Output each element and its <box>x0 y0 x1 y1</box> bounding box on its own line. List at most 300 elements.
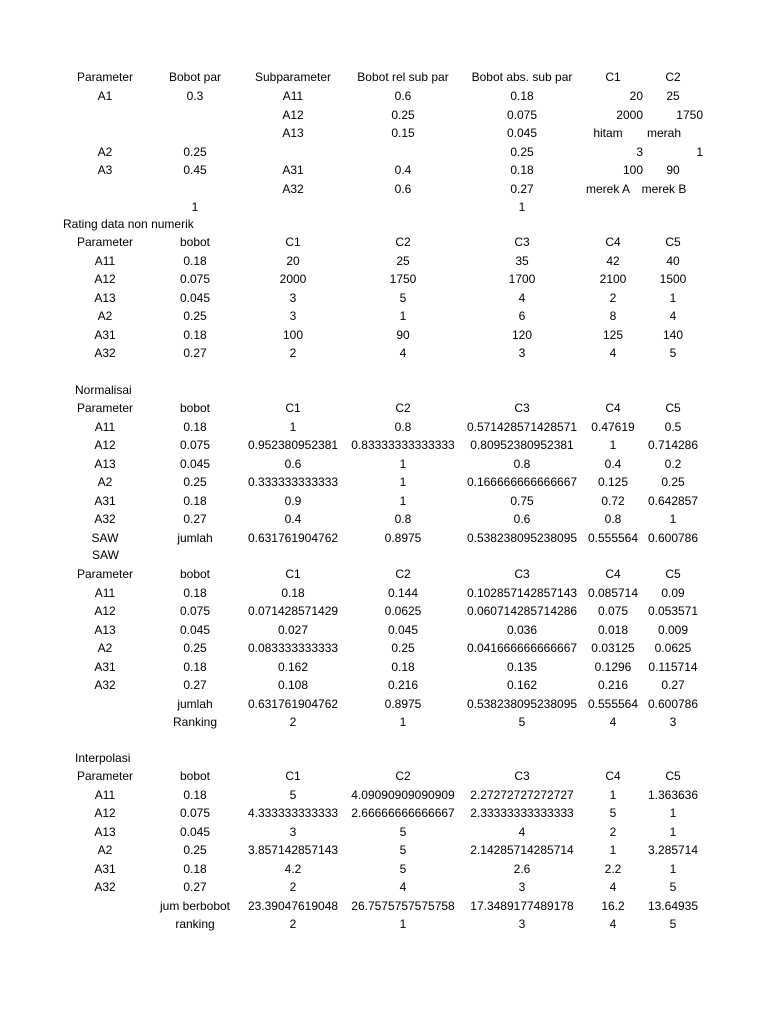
saw-cell: 0.060714285714286 <box>466 604 578 618</box>
saw-cell: 0.27 <box>661 678 685 692</box>
saw-cell: 0.045 <box>387 622 419 637</box>
rating-cell: 35 <box>515 253 529 268</box>
normalisasi-cell: A12 <box>94 438 116 452</box>
interpolasi-row <box>0 804 768 822</box>
saw-row <box>0 602 768 620</box>
total-bobot-par: 1 <box>191 200 199 214</box>
saw-cell: Ranking <box>172 715 218 729</box>
rating-cell: 4 <box>518 290 526 305</box>
normalisasi-cell: 1 <box>399 475 407 489</box>
saw-row <box>0 584 768 602</box>
rating-cell: 1 <box>669 290 677 305</box>
normalisasi-cell: 1 <box>289 419 297 434</box>
normalisasi-cell: 0.166666666666667 <box>466 475 578 489</box>
interpolasi-cell: 1 <box>669 824 677 839</box>
saw-cell: 0.009 <box>657 622 689 637</box>
params-cell: A13 <box>282 126 304 140</box>
interpolasi-cell: 2.14285714285714 <box>470 843 574 857</box>
normalisasi-row <box>0 455 768 473</box>
rating-cell: 0.045 <box>179 290 211 305</box>
saw-cell: 0.18 <box>281 585 305 600</box>
rating-title-row <box>0 215 768 233</box>
normalisasi-cell: 0.045 <box>179 456 211 471</box>
rating-cell: 25 <box>396 253 410 268</box>
rating-cell: 2 <box>289 346 297 360</box>
params-cell: 0.45 <box>183 163 207 177</box>
normalisasi-cell: 0.83333333333333 <box>351 438 455 452</box>
rating-cell: 0.18 <box>183 327 207 342</box>
saw-cell: A32 <box>94 678 116 692</box>
rating-row <box>0 289 768 307</box>
header-cell: C1 <box>285 235 301 249</box>
normalisasi-cell: 0.4 <box>604 456 622 471</box>
rating-cell: 90 <box>396 327 410 342</box>
header-cell: bobot <box>179 401 211 415</box>
normalisasi-cell: 1 <box>669 512 677 526</box>
saw-cell: 0.18 <box>391 659 415 674</box>
saw-cell: 0.631761904762 <box>247 696 339 711</box>
rating-cell: 20 <box>286 253 300 268</box>
rating-cell: 0.075 <box>179 272 211 286</box>
interpolasi-cell: 1.363636 <box>647 787 699 802</box>
rating-cell: 42 <box>606 253 620 268</box>
normalisasi-cell: 0.125 <box>597 475 629 489</box>
interpolasi-cell: 5 <box>399 861 407 876</box>
params-cell-c1: hitam <box>593 126 623 140</box>
header-cell: C5 <box>665 567 681 581</box>
interpolasi-cell: 1 <box>669 806 677 820</box>
saw-header-row <box>0 565 768 583</box>
rating-row <box>0 270 768 288</box>
interpolasi-cell: 1 <box>399 917 407 931</box>
params-cell-c1: merek A <box>585 181 631 196</box>
params-cell: 0.4 <box>394 163 412 177</box>
rating-cell: 2 <box>609 290 617 305</box>
saw-cell: A2 <box>97 641 113 655</box>
interpolasi-cell: 17.3489177489178 <box>470 898 574 913</box>
normalisasi-cell: 0.714286 <box>647 438 699 452</box>
header-cell: Parameter <box>76 70 134 84</box>
interpolasi-cell: A31 <box>94 861 116 876</box>
saw-cell: 0.135 <box>506 659 538 674</box>
interpolasi-row <box>0 841 768 859</box>
header-cell: Parameter <box>76 235 134 249</box>
rating-cell: A13 <box>94 290 116 305</box>
interpolasi-cell: 4 <box>399 880 407 894</box>
normalisasi-row <box>0 492 768 510</box>
params-row <box>0 161 768 179</box>
saw-cell: 0.144 <box>387 585 419 600</box>
rating-cell: 4 <box>669 309 677 323</box>
header-cell: C5 <box>665 769 681 783</box>
header-cell: C1 <box>605 70 621 84</box>
normalisasi-cell: 0.8 <box>394 419 412 434</box>
saw-cell: 0.09 <box>661 585 685 600</box>
interpolasi-cell: 0.075 <box>179 806 211 820</box>
rating-cell: 1500 <box>659 272 687 286</box>
saw-cell: 0.075 <box>179 604 211 618</box>
params-cell-c2: 1 <box>696 144 703 159</box>
normalisasi-cell: 0.47619 <box>591 419 635 434</box>
interpolasi-cell: A32 <box>94 880 116 894</box>
rating-cell: 140 <box>662 327 684 342</box>
saw-cell: 0.1296 <box>594 659 632 674</box>
header-cell: C2 <box>395 769 411 783</box>
total-abs: 1 <box>518 200 526 214</box>
params-cell-c2: merah <box>646 126 682 140</box>
normalisasi-cell: 0.9 <box>284 493 302 508</box>
rating-cell: 125 <box>602 327 624 342</box>
params-cell: 0.18 <box>510 163 534 177</box>
rating-cell: 2100 <box>599 272 627 286</box>
rating-row <box>0 344 768 362</box>
saw-row <box>0 676 768 694</box>
rating-cell: A11 <box>94 253 116 268</box>
params-row <box>0 143 768 161</box>
params-cell-c1: 2000 <box>616 107 643 122</box>
header-cell: C4 <box>605 769 621 783</box>
interpolasi-cell: ranking <box>175 917 215 931</box>
saw-cell: A11 <box>94 585 116 600</box>
params-cell-c1: 20 <box>629 89 643 103</box>
interpolasi-cell: A11 <box>94 787 116 802</box>
interpolasi-cell: 1 <box>609 787 617 802</box>
header-cell: Subparameter <box>254 70 332 84</box>
saw-row <box>0 658 768 676</box>
normalisasi-cell: 1 <box>399 493 407 508</box>
rating-cell: A12 <box>94 272 116 286</box>
params-cell-c1: 100 <box>622 163 643 177</box>
saw-cell: 0.03125 <box>591 641 635 655</box>
params-cell-c2: 1750 <box>676 107 703 122</box>
header-cell: bobot <box>179 567 211 581</box>
saw-cell: 0.8975 <box>384 696 422 711</box>
rating-cell: A32 <box>94 346 116 360</box>
saw-cell: 0.25 <box>391 641 415 655</box>
interpolasi-cell: 5 <box>609 806 617 820</box>
normalisasi-cell: 0.555564 <box>587 530 639 545</box>
header-cell: C2 <box>395 567 411 581</box>
rating-cell: 3 <box>289 309 297 323</box>
normalisasi-cell: 0.72 <box>601 493 625 508</box>
params-cell: A3 <box>97 163 113 177</box>
header-cell: Parameter <box>76 769 134 783</box>
rating-cell: 0.27 <box>183 346 207 360</box>
normalisasi-cell: 0.571428571428571 <box>466 419 578 434</box>
interpolasi-cell: 4.09090909090909 <box>351 787 455 802</box>
params-cell: A32 <box>282 181 304 196</box>
saw-cell: 0.045 <box>179 622 211 637</box>
rating-cell: 1750 <box>389 272 417 286</box>
rating-cell: 2000 <box>279 272 307 286</box>
interpolasi-row <box>0 897 768 915</box>
saw-cell: 0.27 <box>183 678 207 692</box>
params-cell: 0.27 <box>510 181 534 196</box>
interpolasi-cell: 2 <box>609 824 617 839</box>
interpolasi-cell: 1 <box>669 861 677 876</box>
interpolasi-cell: A12 <box>94 806 116 820</box>
header-cell: bobot <box>179 769 211 783</box>
normalisasi-cell: 0.631761904762 <box>247 530 339 545</box>
params-cell: 0.15 <box>391 126 415 140</box>
saw-cell: 0.115714 <box>648 659 698 674</box>
interpolasi-cell: 5 <box>289 787 297 802</box>
interpolasi-row <box>0 878 768 896</box>
interpolasi-cell: 5 <box>399 843 407 857</box>
params-cell: A12 <box>282 107 304 122</box>
interpolasi-cell: jum berbobot <box>159 898 231 913</box>
params-row <box>0 180 768 198</box>
interpolasi-cell: A13 <box>94 824 116 839</box>
normalisasi-cell: 0.18 <box>183 419 207 434</box>
normalisasi-cell: 0.2 <box>664 456 682 471</box>
normalisasi-cell: 1 <box>609 438 617 452</box>
header-cell: Bobot abs. sub par <box>471 70 573 84</box>
rating-cell: 5 <box>669 346 677 360</box>
normalisasi-cell: 0.6 <box>513 512 531 526</box>
rating-cell: 3 <box>518 346 526 360</box>
saw-cell: 0.18 <box>183 585 207 600</box>
rating-cell: 5 <box>399 290 407 305</box>
interpolasi-cell: 26.7575757575758 <box>351 898 455 913</box>
header-cell: C3 <box>514 567 530 581</box>
interpolasi-title-row <box>0 749 768 767</box>
params-row <box>0 106 768 124</box>
normalisasi-cell: 0.27 <box>183 512 207 526</box>
normalisasi-cell: 0.538238095238095 <box>466 530 578 545</box>
normalisasi-cell: A11 <box>94 419 116 434</box>
rating-cell: 4 <box>609 346 617 360</box>
header-cell: C5 <box>665 401 681 415</box>
saw-cell: A12 <box>94 604 116 618</box>
saw-cell: 0.071428571429 <box>247 604 339 618</box>
saw-cell: 0.075 <box>597 604 629 618</box>
params-cell-c2: merek B <box>641 181 687 196</box>
interpolasi-cell: 0.18 <box>183 787 207 802</box>
interpolasi-cell: 5 <box>669 917 677 931</box>
interpolasi-row <box>0 786 768 804</box>
saw-row <box>0 713 768 731</box>
header-cell: C1 <box>285 769 301 783</box>
normalisasi-cell: 0.8 <box>394 512 412 526</box>
rating-cell: 100 <box>282 327 304 342</box>
saw-row <box>0 621 768 639</box>
rating-cell: 3 <box>289 290 297 305</box>
saw-cell: 0.25 <box>183 641 207 655</box>
normalisasi-cell: 1 <box>399 456 407 471</box>
interpolasi-title: Interpolasi <box>75 751 131 765</box>
saw-title: SAW <box>92 548 119 562</box>
saw-cell: 0.018 <box>597 622 629 637</box>
interpolasi-row <box>0 915 768 933</box>
normalisasi-cell: 0.80952380952381 <box>470 438 574 452</box>
rating-cell: 1700 <box>508 272 536 286</box>
saw-cell: 0.108 <box>277 678 309 692</box>
normalisasi-cell: 0.6 <box>284 456 302 471</box>
saw-cell: 0.538238095238095 <box>466 696 578 711</box>
header-cell: Bobot par <box>168 70 222 84</box>
params-cell-c1: 3 <box>636 144 643 159</box>
rating-cell: 40 <box>666 253 680 268</box>
saw-cell: 0.216 <box>387 678 419 692</box>
normalisasi-row <box>0 529 768 547</box>
params-cell: 0.25 <box>183 144 207 159</box>
saw-cell: 0.083333333333 <box>247 641 339 655</box>
interpolasi-cell: 3.285714 <box>647 843 699 857</box>
saw-row <box>0 695 768 713</box>
interpolasi-cell: 2.66666666666667 <box>351 806 455 820</box>
saw-cell: 0.085714 <box>587 585 639 600</box>
params-cell: 0.6 <box>394 181 412 196</box>
interpolasi-header-row <box>0 767 768 785</box>
normalisasi-cell: 0.075 <box>179 438 211 452</box>
normalisasi-title-row <box>0 381 768 399</box>
rating-cell: 0.18 <box>183 253 207 268</box>
rating-cell: 1 <box>399 309 407 323</box>
saw-cell: 0.041666666666667 <box>466 641 578 655</box>
saw-cell: 1 <box>399 715 407 729</box>
params-total-row <box>0 198 768 216</box>
rating-row <box>0 252 768 270</box>
normalisasi-cell: 0.18 <box>183 493 207 508</box>
params-cell: 0.25 <box>510 144 534 159</box>
params-row <box>0 124 768 142</box>
params-cell: 0.075 <box>506 107 538 122</box>
header-cell: C3 <box>514 769 530 783</box>
saw-cell: A13 <box>94 622 116 637</box>
header-cell: C4 <box>605 235 621 249</box>
saw-cell: 5 <box>518 715 526 729</box>
interpolasi-cell: 4 <box>518 824 526 839</box>
saw-cell: 3 <box>669 715 677 729</box>
normalisasi-cell: 0.25 <box>183 475 207 489</box>
normalisasi-row <box>0 473 768 491</box>
normalisasi-cell: 0.25 <box>661 475 685 489</box>
rating-cell: A2 <box>97 309 113 323</box>
params-cell: 0.3 <box>186 89 204 103</box>
interpolasi-cell: 2.33333333333333 <box>470 806 574 820</box>
interpolasi-cell: 16.2 <box>601 898 625 913</box>
normalisasi-cell: 0.642857 <box>647 493 699 508</box>
interpolasi-cell: 4 <box>609 880 617 894</box>
saw-cell: 0.027 <box>277 622 309 637</box>
header-cell: Parameter <box>76 567 134 581</box>
normalisasi-cell: 0.8975 <box>384 530 422 545</box>
interpolasi-row <box>0 823 768 841</box>
params-header-row <box>0 68 768 86</box>
header-cell: C5 <box>665 235 681 249</box>
params-cell: 0.25 <box>391 107 415 122</box>
interpolasi-cell: 2 <box>289 880 297 894</box>
normalisasi-cell: 0.8 <box>513 456 531 471</box>
normalisasi-cell: 0.4 <box>284 512 302 526</box>
saw-cell: 0.162 <box>506 678 538 692</box>
interpolasi-cell: 2.27272727272727 <box>470 787 574 802</box>
saw-cell: 0.0625 <box>654 641 692 655</box>
header-cell: C2 <box>395 401 411 415</box>
interpolasi-cell: 0.27 <box>183 880 207 894</box>
saw-cell: 4 <box>609 715 617 729</box>
saw-cell: 0.555564 <box>587 696 639 711</box>
params-cell: A1 <box>97 89 113 103</box>
interpolasi-cell: 5 <box>669 880 677 894</box>
normalisasi-cell: 0.8 <box>604 512 622 526</box>
header-cell: C3 <box>514 235 530 249</box>
normalisasi-cell: A2 <box>97 475 113 489</box>
saw-cell: 0.102857142857143 <box>466 585 578 600</box>
saw-cell: 0.0625 <box>384 604 422 618</box>
interpolasi-cell: 5 <box>399 824 407 839</box>
saw-cell: 0.036 <box>506 622 538 637</box>
params-row <box>0 87 768 105</box>
normalisasi-cell: 0.600786 <box>647 530 699 545</box>
header-cell: Bobot rel sub par <box>357 70 449 84</box>
params-cell: 0.045 <box>506 126 538 140</box>
header-cell: C1 <box>285 401 301 415</box>
saw-cell: 0.600786 <box>647 696 699 711</box>
rating-cell: 120 <box>511 327 533 342</box>
saw-title-row <box>0 546 768 564</box>
interpolasi-row <box>0 860 768 878</box>
interpolasi-cell: 0.18 <box>183 861 207 876</box>
saw-cell: 0.162 <box>277 659 309 674</box>
saw-cell: 0.216 <box>597 678 629 692</box>
header-cell: C4 <box>605 567 621 581</box>
header-cell: C4 <box>605 401 621 415</box>
interpolasi-cell: 3 <box>289 824 297 839</box>
normalisasi-row <box>0 436 768 454</box>
rating-header-row <box>0 233 768 251</box>
header-cell: C2 <box>395 235 411 249</box>
header-cell: bobot <box>179 235 211 249</box>
normalisasi-cell: A32 <box>94 512 116 526</box>
normalisasi-row <box>0 418 768 436</box>
interpolasi-cell: 3 <box>518 880 526 894</box>
rating-cell: 8 <box>609 309 617 323</box>
saw-cell: jumlah <box>177 696 213 711</box>
saw-cell: 0.18 <box>183 659 207 674</box>
rating-title: Rating data non numerik <box>63 217 194 231</box>
interpolasi-cell: 4.333333333333 <box>247 806 339 820</box>
params-cell: 0.18 <box>510 89 534 103</box>
saw-cell: 2 <box>289 715 297 729</box>
saw-cell: 0.053571 <box>647 604 699 618</box>
normalisasi-cell: SAW <box>91 530 119 545</box>
normalisasi-header-row <box>0 399 768 417</box>
params-cell: A2 <box>97 144 113 159</box>
params-cell: A11 <box>282 89 304 103</box>
header-cell: C1 <box>285 567 301 581</box>
rating-row <box>0 307 768 325</box>
saw-cell: A31 <box>94 659 116 674</box>
normalisasi-title: Normalisai <box>75 383 132 397</box>
interpolasi-cell: 2.6 <box>513 861 531 876</box>
normalisasi-cell: 0.333333333333 <box>247 475 339 489</box>
interpolasi-cell: 0.045 <box>179 824 211 839</box>
interpolasi-cell: 1 <box>609 843 617 857</box>
header-cell: C3 <box>514 401 530 415</box>
header-cell: Parameter <box>76 401 134 415</box>
params-cell-c2: 90 <box>666 163 680 177</box>
rating-row <box>0 326 768 344</box>
params-cell-c2: 25 <box>666 89 680 103</box>
params-cell: 0.6 <box>394 89 412 103</box>
header-cell: C2 <box>665 70 681 84</box>
interpolasi-cell: 13.64935 <box>647 898 699 913</box>
rating-cell: 6 <box>518 309 526 323</box>
interpolasi-cell: 2.2 <box>604 861 622 876</box>
rating-cell: 0.25 <box>183 309 207 323</box>
